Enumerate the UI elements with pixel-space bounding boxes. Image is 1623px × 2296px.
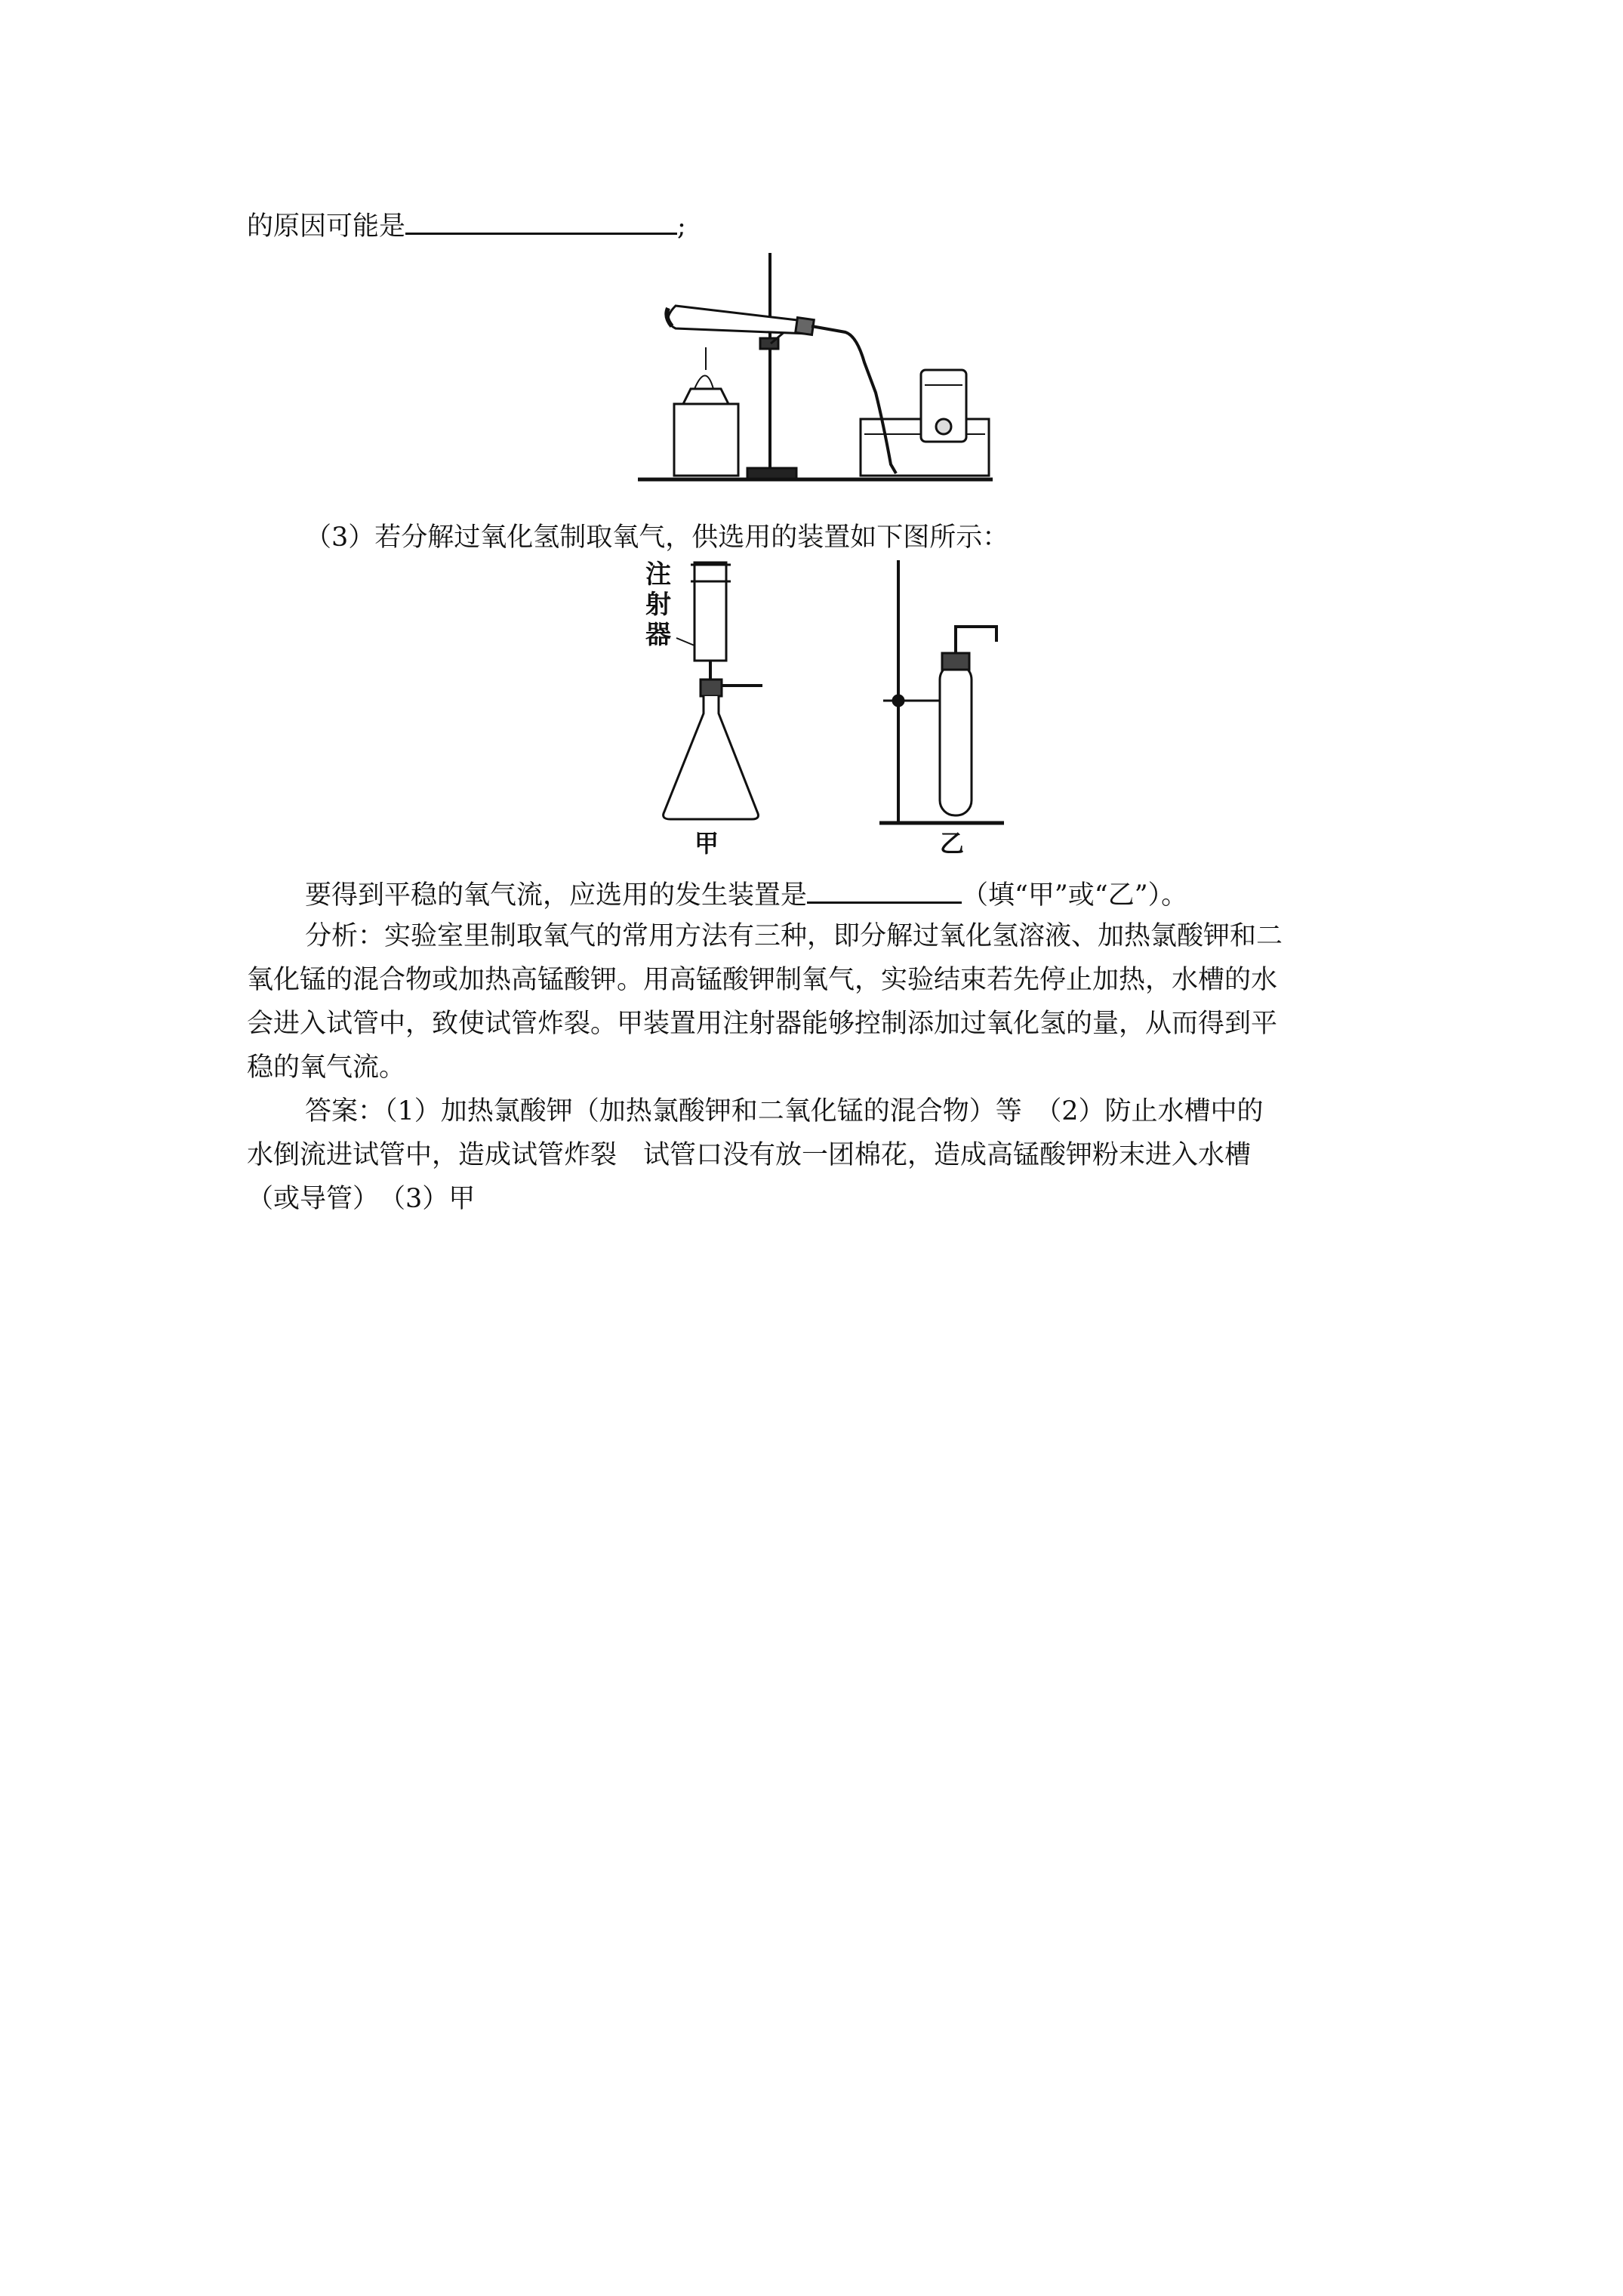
syringe-label-char-3: 器 xyxy=(645,620,671,650)
question-2-tail xyxy=(247,205,686,245)
figure-label-b: 乙 xyxy=(940,829,965,857)
answer-line-1: 答案：（1）加热氯酸钾（加热氯酸钾和二氧化锰的混合物）等 （2）防止水槽中的 xyxy=(305,1096,1264,1126)
syringe-label-char-1: 注 xyxy=(645,559,671,590)
answer-blank-2[interactable] xyxy=(807,874,962,904)
analysis-line-2: 氧化锰的混合物或加热高锰酸钾。用高锰酸钾制氧气，实验结束若先停止加热，水槽的水 xyxy=(247,965,1278,995)
analysis-line-4: 稳的氧气流。 xyxy=(247,1052,406,1083)
answer-line-2: 水倒流进试管中，造成试管炸裂 试管口没有放一团棉花，造成高锰酸钾粉末进入水槽 xyxy=(247,1140,1252,1170)
q3-suffix: （填“甲”或“乙”）。 xyxy=(962,880,1188,911)
q3-prefix: 要得到平稳的氧气流，应选用的发生装置是 xyxy=(305,880,808,911)
analysis-line-1: 分析：实验室里制取氧气的常用方法有三种，即分解过氧化氢溶液、加热氯酸钾和二 xyxy=(305,921,1283,951)
line1-end: ; xyxy=(677,211,686,242)
answer-line-3: （或导管） （3）甲 xyxy=(247,1184,476,1214)
analysis-line-3: 会进入试管中，致使试管炸裂。甲装置用注射器能够控制添加过氧化氢的量，从而得到平 xyxy=(247,1009,1278,1039)
answer-blank-1[interactable] xyxy=(405,205,677,235)
line1-text: 的原因可能是 xyxy=(247,211,406,242)
question-3: （3）若分解过氧化氢制取氧气，供选用的装置如下图所示： xyxy=(305,522,1009,553)
potassium-permanganate-apparatus-figure xyxy=(630,249,1000,487)
syringe-label-char-2: 射 xyxy=(645,590,671,620)
oxygen-generator-figure xyxy=(619,559,1012,857)
figure-label-a: 甲 xyxy=(694,829,719,857)
question-3-answer xyxy=(305,874,1187,914)
